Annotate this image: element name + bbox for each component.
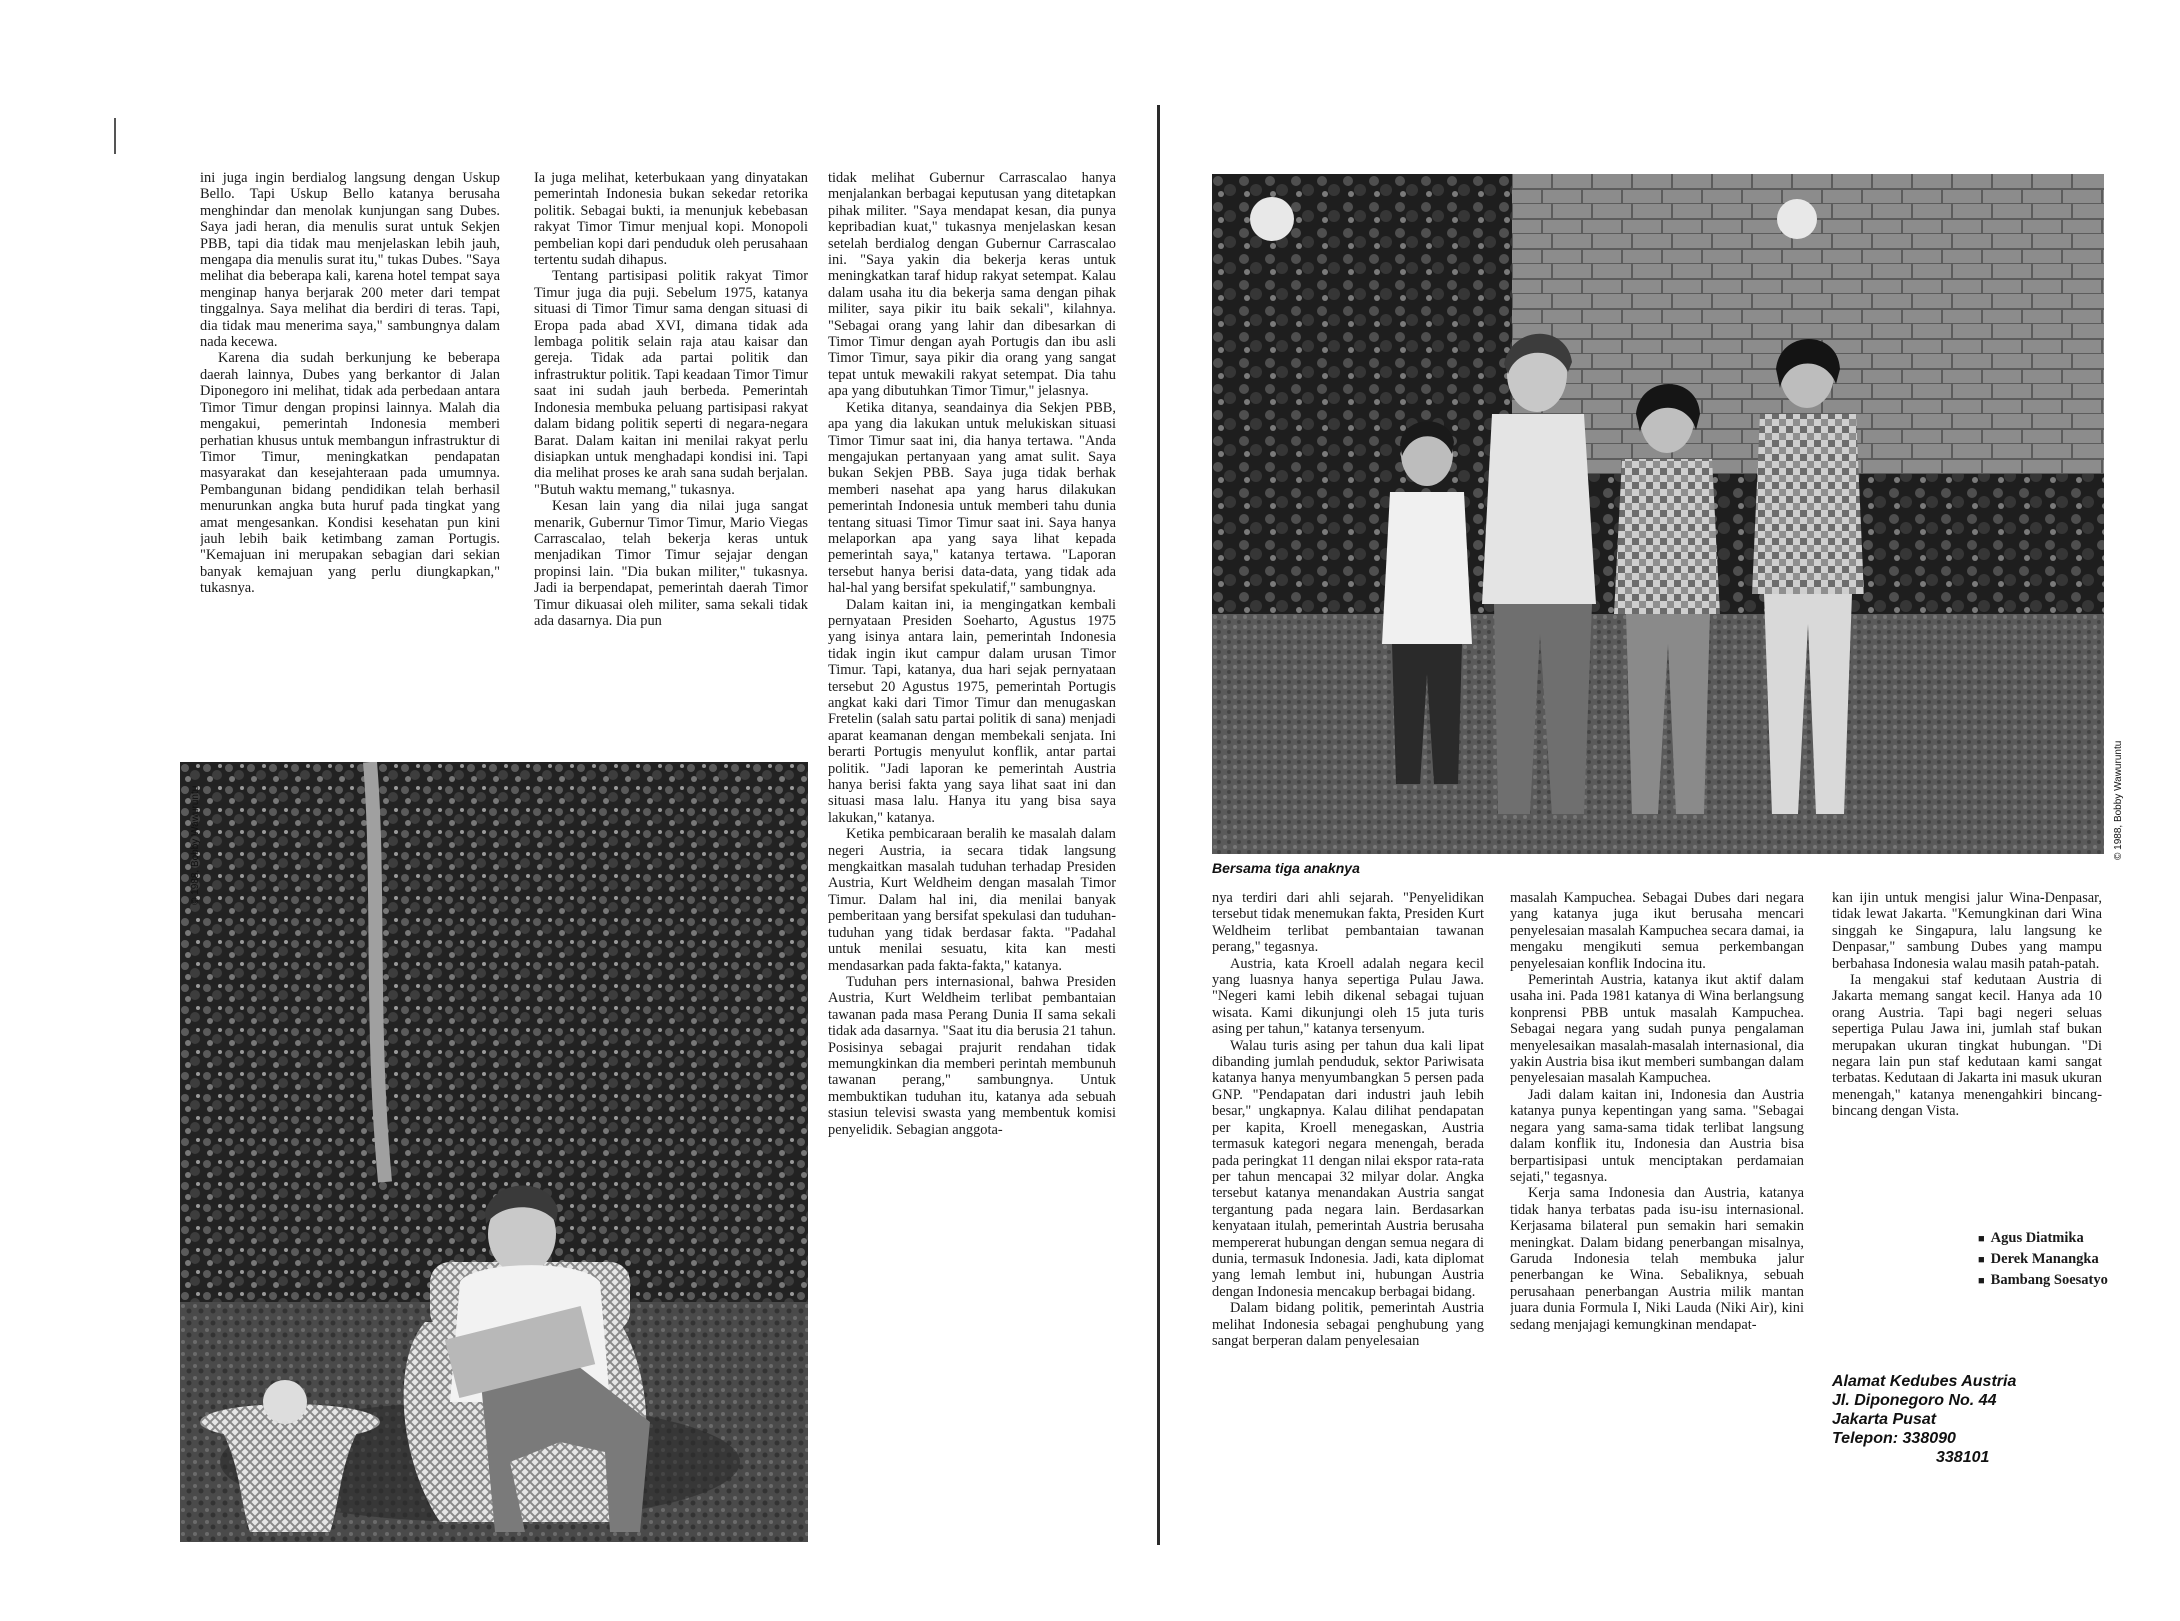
article-paragraph: Tuduhan pers internasional, bahwa Presiden Austria, Kurt Weldheim terlibat pembantaian tawanan pada masa Perang Dunia II sama sekali tidak ada dasarnya. "Saat itu dia berusia 21 tahun. Posisinya sebagai prajurit rendahan tidak memungkinkan dia memberi perintah membunuh tawanan perang," sambungnya. Untuk membuktikan tuduhan itu, katanya ada sebuah stasiun televisi swasta yang membentuk komisi penyelidik. Sebagian anggota- bbox=[828, 973, 1116, 1138]
photo-caption: Bersama tiga anaknya bbox=[1212, 860, 1360, 876]
photo-credit-left: © 1988, Bobby Wawuruntu bbox=[190, 785, 201, 905]
address-title: Alamat Kedubes Austria bbox=[1832, 1373, 2017, 1390]
article-paragraph: Dalam bidang politik, pemerintah Austria melihat Indonesia sebagai penghubung yang sangat berperan dalam penyelesaian bbox=[1212, 1300, 1484, 1349]
article-paragraph: Pemerintah Austria, katanya ikut aktif dalam usaha ini. Pada 1981 katanya di Wina berlangsung konprensi PBB untuk masalah Kampuchea. Sebagai negara yang sudah punya pengalaman menyelesaikan masalah-masalah internasional, dia yakin Austria bisa ikut memberi sumbangan dalam penyelesaian masalah Kampuchea. bbox=[1510, 972, 1804, 1087]
address-street: Jl. Diponegoro No. 44 bbox=[1832, 1392, 1997, 1409]
article-column-1 bbox=[200, 170, 500, 750]
article-paragraph: Tentang partisipasi politik rakyat Timor Timur juga dia puji. Sebelum 1975, katanya situasi di Timor Timur sama dengan situasi di Eropa pada abad XVI, dimana tidak ada lembaga politik selain raja atau kaisar dan gereja. Tidak ada partai politik dan infrastruktur politik. Tapi keadaan Timor Timur saat ini sudah jauh berbeda. Pemerintah Indonesia membuka peluang partisipasi rakyat dalam bidang politik seperti di negara-negara Barat. Dalam kaitan ini menilai rakyat perlu disiapkan untuk menghadapi kondisi ini. Tapi dia melihat proses ke arah sana sudah berjalan. "Butuh waktu memang," tukasnya. bbox=[534, 268, 808, 498]
article-paragraph: Ketika pembicaraan beralih ke masalah dalam negeri Austria, ia secara tidak langsung mengkaitkan masalah tuduhan terhadap Presiden Austria, Kurt Weldheim dengan masalah Timor Timur. Dalam hal ini, dia menilai banyak pemberitaan yang bersifat spekulasi dan tuduhan-tuduhan yang tidak berdasar fakta. "Padahal untuk menilai sesuatu, kita kan mesti mendasarkan pada fakta-fakta," katanya. bbox=[828, 826, 1116, 974]
article-paragraph: Ketika ditanya, seandainya dia Sekjen PBB, apa yang dia lakukan untuk melukiskan situasi Timor Timur saat ini, dia hanya tertawa. "Anda mengajukan pertanyaan yang amat sulit. Saya bukan Sekjen PBB. Saya juga tidak berhak memberi nasehat apa yang harus dilakukan pemerintah Indonesia untuk memberi tahu dunia tentang situasi Timor Timur saat ini. Saya hanya melaporkan apa yang saya lihat kepada pemerintah saya," katanya tertawa. "Laporan tersebut hanya berisi data-data, yang tidak ada hal-hal yang bersifat spekulatif," sambungnya. bbox=[828, 399, 1116, 597]
article-column-6 bbox=[1832, 890, 2102, 1210]
photo-ambassador-reading bbox=[180, 762, 808, 1542]
article-column-3 bbox=[828, 170, 1116, 1500]
margin-mark bbox=[114, 118, 116, 154]
article-paragraph: kan ijin untuk mengisi jalur Wina-Denpasar, tidak lewat Jakarta. "Kemungkinan dari Wina singgah ke Singapura, lalu langsung ke Denpasar," sambung Dubes yang mampu berbahasa Indonesia walau masih patah-patah. bbox=[1832, 890, 2102, 972]
article-paragraph: Kesan lain yang dia nilai juga sangat menarik, Gubernur Timor Timur, Mario Viegas Carrascalao, telah bekerja keras untuk menjadikan Timor Timur sejajar dengan propinsi lain. "Dia bukan militer," tukasnya. Jadi ia berpendapat, pemerintah daerah Timor Timur dikuasai oleh militer, sama sekali tidak ada dasarnya. Dia pun bbox=[534, 498, 808, 629]
article-column-5 bbox=[1510, 890, 1804, 1530]
photo-family bbox=[1212, 174, 2104, 854]
article-paragraph: Ia mengakui staf kedutaan Austria di Jakarta memang sangat kecil. Hanya ada 10 orang Austria. Tapi bagi negeri seluas sepertiga Pulau Jawa ini, jumlah staf bukan merupakan ukuran tingkat hubungan. "Di negara lain pun staf kedutaan kami sangat terbatas. Kedutaan di Jakarta ini masuk ukuran menengah," katanya menengahkiri bincang-bincang dengan Vista. bbox=[1832, 972, 2102, 1120]
address-phone-1: Telepon: 338090 bbox=[1832, 1430, 1956, 1447]
article-paragraph: Dalam kaitan ini, ia mengingatkan kembali pernyataan Presiden Soeharto, Agustus 1975 yang isinya antara lain, pemerintah Indonesia tidak ingin ikut campur dalam urusan Timor Timur. Tapi, katanya, dua hari sejak pernyataan tersebut 20 Agustus 1975, pemerintah Portugis angkat kaki dari Timor Timur dan menugaskan Fretelin (salah satu partai politik di sana) menjadi aparat keamanan dengan membekali senjata. Ini berarti Portugis menyulut konflik, antar partai politik. "Jadi laporan ke pemerintah Austria hanya berisi fakta yang saya lihat saat ini dan situasi masa lalu. Hanya itu yang bisa saya lakukan," katanya. bbox=[828, 596, 1116, 826]
byline: ■ Derek Manangka bbox=[1978, 1249, 2108, 1270]
embassy-address bbox=[1832, 1372, 2016, 1467]
article-paragraph: Karena dia sudah berkunjung ke beberapa daerah lainnya, Dubes yang berkantor di Jalan Diponegoro ini melihat, tidak ada perbedaan antara Timor Timur dengan propinsi lainnya. Malah dia mengakui, pemerintah Indonesia memberi perhatian khusus untuk membangun infrastruktur di Timor Timur, meningkatkan pendapatan masyarakat dan kesejahteraan pada umumnya. Pembangunan bidang pendidikan telah berhasil menurunkan angka buta huruf pada tingkat yang amat mengesankan. Kondisi kesehatan pun kini jauh lebih baik ketimbang zaman Portugis. "Kemajuan ini merupakan sebagian dari sekian banyak kemajuan yang perlu diungkapkan," tukasnya. bbox=[200, 350, 500, 597]
page-gutter-line bbox=[1157, 105, 1160, 1545]
address-phone-2: 338101 bbox=[1936, 1449, 1990, 1466]
author-bylines bbox=[1978, 1228, 2108, 1291]
photo-credit-right: © 1988, Bobby Wawuruntu bbox=[2113, 740, 2124, 860]
article-paragraph: tidak melihat Gubernur Carrascalao hanya menjalankan berbagai keputusan yang ditetapkan pihak militer. "Saya mendapat kesan, dia punya kepribadian kuat," tukasnya menjelaskan kesan setelah berdialog dengan Gubernur Carrascalao ini. "Saya yakin dia bekerja keras untuk meningkatkan taraf hidup rakyat setempat. Kalau dalam usaha itu dia bekerja sama dengan pihak militer, saya pikir itu baik sekali", kilahnya. "Sebagai orang yang lahir dan dibesarkan di Timor Timur dengan ayah Portugis dan ibu asli Timor Timur, saya pikir dia orang yang sangat tepat untuk mewakili rakyat setempat. Dia tahu apa yang dibutuhkan Timor Timur," jelasnya. bbox=[828, 170, 1116, 400]
article-paragraph: Walau turis asing per tahun dua kali lipat dibanding jumlah penduduk, sektor Pariwisata katanya hanya menyumbangkan 5 persen pada GNP. "Pendapatan dari industri jauh lebih besar," ungkapnya. Kalau dilihat pendapatan per kapita, Kroell menegaskan, Austria termasuk kategori negara menengah, berada pada peringkat 11 dengan nilai ekspor rata-rata per tahun mencapai 32 milyar dolar. Angka tersebut katanya menandakan Austria sangat tergantung pada negara lain. Berdasarkan kenyataan itulah, pemerintah Austria berusaha mempererat hubungan dengan semua negara di dunia, termasuk Indonesia. Jadi, kata diplomat yang lemah lembut ini, hubungan Austria dengan Indonesia mencakup berbagai bidang. bbox=[1212, 1037, 1484, 1300]
article-paragraph: Kerja sama Indonesia dan Austria, katanya tidak hanya terbatas pada isu-isu internasional. Kerjasama bilateral pun semakin hari semakin meningkat. Dalam bidang penerbangan misalnya, Garuda Indonesia telah membuka jalur penerbangan ke Wina. Sebaliknya, sebuah perusahaan penerbangan Austria milik mantan juara dunia Formula I, Niki Lauda (Niki Air), kini sedang menjajagi kemungkinan mendapat- bbox=[1510, 1185, 1804, 1333]
article-column-2 bbox=[534, 170, 808, 750]
article-paragraph: masalah Kampuchea. Sebagai Dubes dari negara yang katanya juga ikut berusaha mencari penyelesaian masalah Kampuchea secara damai, ia mengaku mengikuti semua perkembangan penyelesaian konflik Indocina itu. bbox=[1510, 890, 1804, 972]
photo-ambassador-reading-image bbox=[180, 762, 808, 1542]
article-paragraph: ini juga ingin berdialog langsung dengan Uskup Bello. Tapi Uskup Bello katanya berusaha menghindar dan menolak kunjungan sang Dubes. Saya jadi heran, dia menulis surat untuk Sekjen PBB, tapi dia tidak mau menjelaskan lebih jauh, mengapa dia menulis surat itu," tukas Dubes. "Saya melihat dia beberapa kali, karena hotel tempat saya menginap hanya berjarak 200 meter dari tempat tinggalnya. Saya melihat dia berdiri di teras. Tapi, dia tidak mau menerima saya," sambungnya dalam nada kecewa. bbox=[200, 170, 500, 351]
photo-family-image bbox=[1212, 174, 2104, 854]
article-paragraph: nya terdiri dari ahli sejarah. "Penyelidikan tersebut tidak menemukan fakta, Presiden Kurt Weldheim terlibat pembantaian tawanan perang," tegasnya. bbox=[1212, 890, 1484, 956]
article-paragraph: Ia juga melihat, keterbukaan yang dinyatakan pemerintah Indonesia bukan sekedar retorika politik. Sebagai bukti, ia menunjuk kebebasan rakyat Timor Timur menjual kopi. Monopoli pembelian kopi dari penduduk oleh perusahaan tertentu sudah dihapus. bbox=[534, 170, 808, 269]
article-paragraph: Jadi dalam kaitan ini, Indonesia dan Austria katanya punya kepentingan yang sama. "Sebagai negara yang sama-sama tidak terlibat langsung dalam konflik itu, Indonesia dan Austria bisa berpartisipasi untuk menciptakan perdamaian sejati," tegasnya. bbox=[1510, 1086, 1804, 1185]
byline: ■ Agus Diatmika bbox=[1978, 1228, 2108, 1249]
article-column-4 bbox=[1212, 890, 1484, 1530]
byline: ■ Bambang Soesatyo bbox=[1978, 1270, 2108, 1291]
address-city: Jakarta Pusat bbox=[1832, 1411, 1937, 1428]
article-paragraph: Austria, kata Kroell adalah negara kecil yang luasnya hanya sepertiga Pulau Jawa. "Negeri kami lebih dikenal sebagai tujuan wisata. Kami dikunjungi oleh 15 juta turis asing per tahun," katanya tersenyum. bbox=[1212, 955, 1484, 1038]
